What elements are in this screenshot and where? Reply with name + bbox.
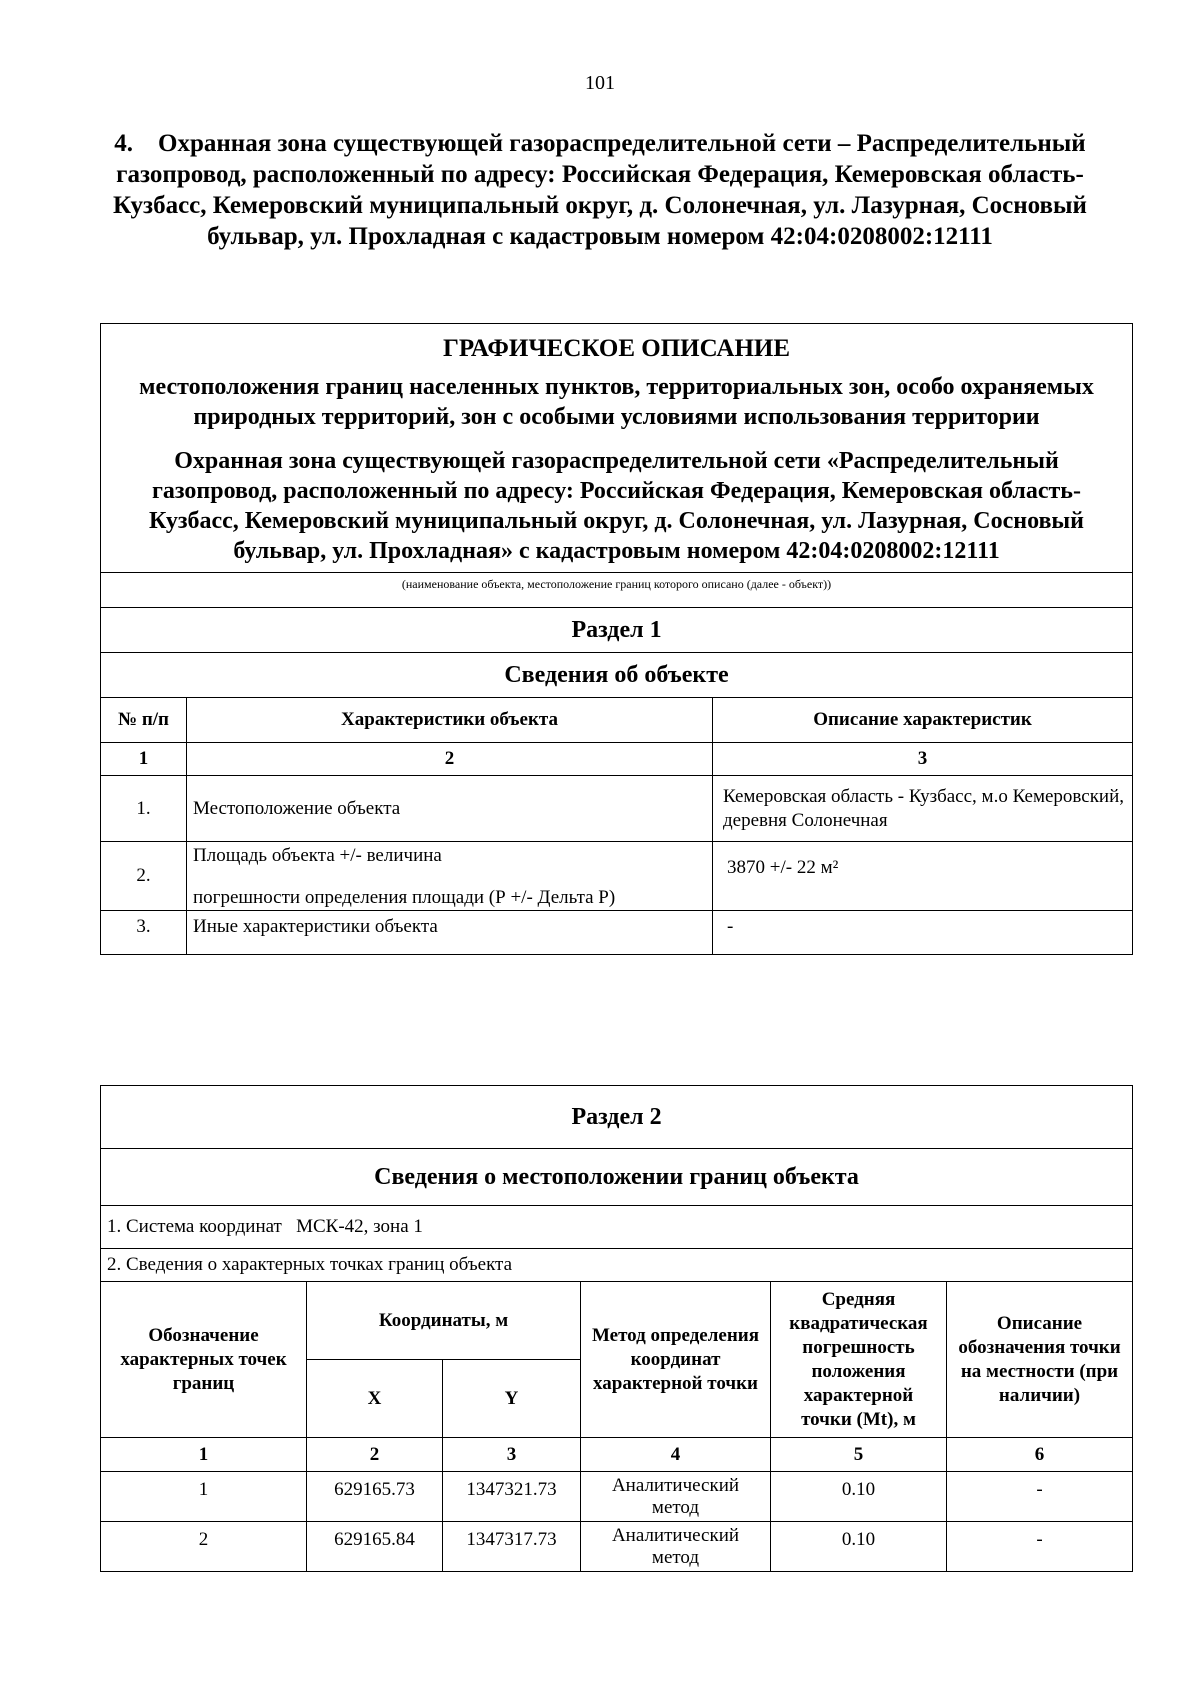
row-description: Кемеровская область - Кузбасс, м.о Кемеровский, деревня Солонечная: [713, 776, 1133, 842]
table-row: [101, 1472, 1133, 1522]
point-method: Аналитический метод: [581, 1472, 771, 1522]
point-y: 1347317.73: [443, 1522, 581, 1572]
section2-header-row: [101, 1282, 1133, 1360]
col-number: 3: [443, 1438, 581, 1472]
section1-header-row: [101, 698, 1133, 743]
row-characteristic-line: Площадь объекта +/- величина: [193, 845, 442, 866]
row-characteristic: Иные характеристики объекта: [187, 911, 713, 955]
header-description: Описание характеристик: [713, 698, 1133, 743]
graphic-description-subtitle: местоположения границ населенных пунктов, территориальных зон, особо охраняемых природных территорий, зон с особыми условиями использования территории: [101, 364, 1133, 432]
col-number: 6: [947, 1438, 1133, 1472]
point-id: 1: [101, 1472, 307, 1522]
point-error: 0.10: [771, 1472, 947, 1522]
section2-title: Раздел 2: [101, 1086, 1133, 1149]
col-number: 2: [307, 1438, 443, 1472]
document-heading: 4. Охранная зона существующей газораспределительной сети – Распределительный газопровод, расположенный по адресу: Российская Федерация, Кемеровская область-Кузбасс, Кемеровский муниципальный округ, д. Солонечная, ул. Лазурная, Сосновый бульвар, ул. Прохладная с кадастровым номером 42:04:0208002:12111: [113, 130, 1087, 250]
col-number: 4: [581, 1438, 771, 1472]
header-point-description: Описание обозначения точки на местности (при наличии): [947, 1282, 1133, 1438]
row-characteristic-line: погрешности определения площади (Р +/- Дельта Р): [193, 887, 616, 908]
header-number: № п/п: [101, 698, 187, 743]
graphic-description-title: ГРАФИЧЕСКОЕ ОПИСАНИЕ: [101, 324, 1133, 365]
row-description: 3870 +/- 22 м²: [713, 842, 1133, 911]
point-x: 629165.73: [307, 1472, 443, 1522]
page-number: 101: [585, 72, 615, 94]
header-method: Метод определения координат характерной точки: [581, 1282, 771, 1438]
col-number: 1: [101, 743, 187, 776]
point-x: 629165.84: [307, 1522, 443, 1572]
section1-colnum-row: [101, 743, 1133, 776]
col-number: 3: [713, 743, 1133, 776]
header-designation: Обозначение характерных точек границ: [101, 1282, 307, 1438]
table-row: [101, 842, 1133, 911]
table-row: [101, 776, 1133, 842]
section1-title: Раздел 1: [101, 608, 1133, 653]
header-error: Средняя квадратическая погрешность положения характерной точки (Mt), м: [771, 1282, 947, 1438]
point-description: -: [947, 1522, 1133, 1572]
table-row: [101, 911, 1133, 955]
row-number: 3.: [101, 911, 187, 955]
col-number: 1: [101, 1438, 307, 1472]
point-method: Аналитический метод: [581, 1522, 771, 1572]
object-caption: (наименование объекта, местоположение границ которого описано (далее - объект)): [101, 573, 1133, 608]
table-row: [101, 1522, 1133, 1572]
row-number: 1.: [101, 776, 187, 842]
point-error: 0.10: [771, 1522, 947, 1572]
row-description: -: [713, 911, 1133, 955]
graphic-description-table: [100, 323, 1133, 955]
coordinate-system: 1. Система координат МСК-42, зона 1: [101, 1206, 1133, 1249]
section1-subtitle: Сведения об объекте: [101, 653, 1133, 698]
section2-colnum-row: [101, 1438, 1133, 1472]
header-characteristics: Характеристики объекта: [187, 698, 713, 743]
row-characteristic: [187, 842, 713, 911]
header-y: Y: [443, 1360, 581, 1438]
row-characteristic: Местоположение объекта: [187, 776, 713, 842]
point-id: 2: [101, 1522, 307, 1572]
header-x: X: [307, 1360, 443, 1438]
section2-subtitle: Сведения о местоположении границ объекта: [101, 1149, 1133, 1206]
section2-table: [100, 1085, 1133, 1572]
points-title: 2. Сведения о характерных точках границ объекта: [101, 1249, 1133, 1282]
row-number: 2.: [101, 842, 187, 911]
point-description: -: [947, 1472, 1133, 1522]
col-number: 5: [771, 1438, 947, 1472]
header-coordinates: Координаты, м: [307, 1282, 581, 1360]
point-y: 1347321.73: [443, 1472, 581, 1522]
col-number: 2: [187, 743, 713, 776]
object-name: Охранная зона существующей газораспределительной сети «Распределительный газопровод, расположенный по адресу: Российская Федерация, Кемеровская область-Кузбасс, Кемеровский муниципальный округ, д. Солонечная, ул. Лазурная, Сосновый бульвар, ул. Прохладная» с кадастровым номером 42:04:0208002:12111: [101, 432, 1133, 573]
